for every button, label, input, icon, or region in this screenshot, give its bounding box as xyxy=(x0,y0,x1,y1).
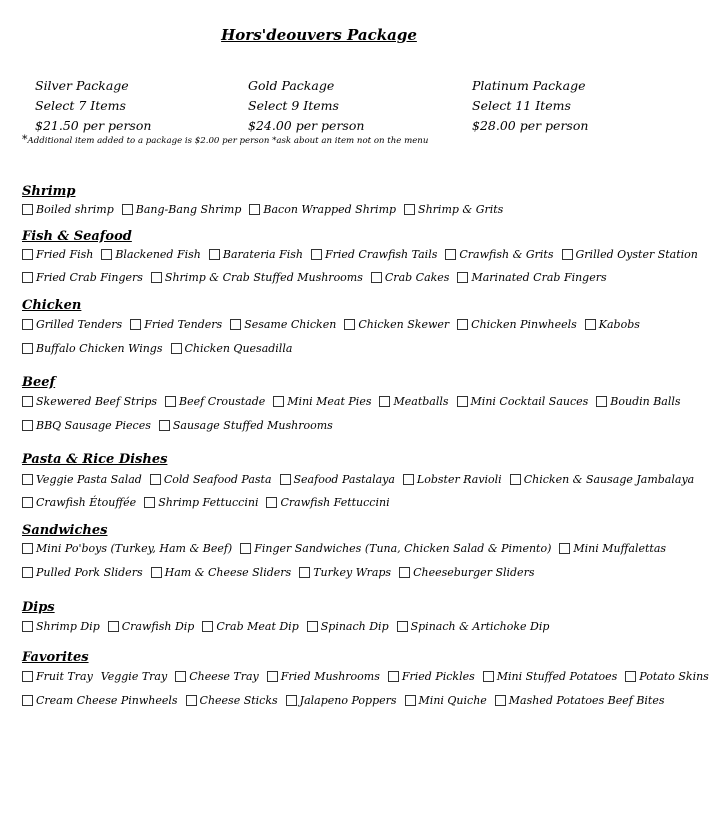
menu-row xyxy=(22,342,618,355)
checkbox-icon[interactable] xyxy=(175,671,186,682)
section-title: Fish & Seafood xyxy=(22,229,132,244)
menu-item[interactable] xyxy=(175,670,259,683)
checkbox-icon[interactable] xyxy=(585,319,596,330)
menu-item-label: Mini Muffalettas xyxy=(573,542,667,555)
menu-item[interactable] xyxy=(280,473,395,486)
package-price: $24.00 per person xyxy=(248,118,365,133)
checkbox-icon[interactable] xyxy=(249,204,260,215)
checkbox-icon[interactable] xyxy=(344,319,355,330)
menu-row xyxy=(22,248,698,261)
menu-row xyxy=(22,694,665,707)
section-title: Chicken xyxy=(22,298,82,313)
section-title: Sandwiches xyxy=(22,523,108,538)
menu-item[interactable] xyxy=(397,620,550,633)
menu-item-label: Barateria Fish xyxy=(222,248,303,261)
checkbox-icon[interactable] xyxy=(150,474,161,485)
menu-item-label: Bang-Bang Shrimp xyxy=(135,203,242,216)
checkbox-icon[interactable] xyxy=(209,249,220,260)
menu-item-label: Beef Croustade xyxy=(179,395,266,408)
checkbox-icon[interactable] xyxy=(22,272,33,283)
menu-row xyxy=(22,566,618,579)
menu-item[interactable] xyxy=(202,620,298,633)
checkbox-icon[interactable] xyxy=(625,671,636,682)
menu-item-label: Fried Pickles xyxy=(401,670,475,683)
checkbox-icon[interactable] xyxy=(202,621,213,632)
menu-item[interactable] xyxy=(101,248,201,261)
menu-item[interactable] xyxy=(559,542,666,555)
checkbox-icon[interactable] xyxy=(266,497,277,508)
checkbox-icon[interactable] xyxy=(562,249,573,260)
menu-item-label: Boudin Balls xyxy=(610,395,681,408)
menu-item[interactable] xyxy=(22,670,93,683)
package-name: Gold Package xyxy=(248,78,335,93)
checkbox-icon[interactable] xyxy=(22,497,33,508)
checkbox-icon[interactable] xyxy=(299,567,310,578)
menu-row xyxy=(22,271,618,284)
package-select: Select 7 Items xyxy=(35,98,126,113)
menu-item[interactable] xyxy=(22,620,100,633)
menu-item-label: Lobster Ravioli xyxy=(416,473,502,486)
menu-item-label: Cold Seafood Pasta xyxy=(163,473,272,486)
menu-item[interactable] xyxy=(151,271,363,284)
menu-item[interactable] xyxy=(266,496,389,509)
checkbox-icon[interactable] xyxy=(22,249,33,260)
checkbox-icon[interactable] xyxy=(122,204,133,215)
menu-item[interactable] xyxy=(22,542,232,555)
menu-item-label: Mini Cocktail Sauces xyxy=(470,395,589,408)
menu-item-label: Fried Fish xyxy=(36,248,94,261)
menu-item-label: Shrimp & Crab Stuffed Mushrooms xyxy=(164,271,363,284)
section-title: Favorites xyxy=(22,650,89,665)
menu-item[interactable] xyxy=(273,395,371,408)
checkbox-icon[interactable] xyxy=(165,396,176,407)
menu-item-label: Cheeseburger Sliders xyxy=(413,566,535,579)
menu-item-label: Marinated Crab Fingers xyxy=(471,271,607,284)
checkbox-icon[interactable] xyxy=(151,567,162,578)
menu-row xyxy=(22,473,695,486)
checkbox-icon[interactable] xyxy=(280,474,291,485)
checkbox-icon[interactable] xyxy=(22,671,33,682)
menu-item-label: Grilled Oyster Station xyxy=(575,248,698,261)
menu-row xyxy=(22,318,640,331)
checkbox-icon[interactable] xyxy=(22,319,33,330)
menu-item[interactable] xyxy=(22,496,136,509)
menu-item[interactable] xyxy=(596,395,680,408)
checkbox-icon[interactable] xyxy=(445,249,456,260)
checkbox-icon[interactable] xyxy=(22,567,33,578)
menu-item[interactable] xyxy=(22,203,114,216)
menu-item-label: Fruit Tray xyxy=(36,670,93,683)
checkbox-icon[interactable] xyxy=(22,343,33,354)
menu-item[interactable] xyxy=(510,473,695,486)
package-select: Select 9 Items xyxy=(248,98,339,113)
menu-item-label: Chicken Quesadilla xyxy=(184,342,293,355)
menu-item-label: Cheese Tray xyxy=(189,670,259,683)
pricing-note xyxy=(22,133,429,149)
checkbox-icon[interactable] xyxy=(230,319,241,330)
menu-item[interactable] xyxy=(405,694,487,707)
section-title: Pasta & Rice Dishes xyxy=(22,452,168,467)
menu-item[interactable] xyxy=(495,694,665,707)
menu-item-label: Chicken Skewer xyxy=(358,318,450,331)
checkbox-icon[interactable] xyxy=(371,272,382,283)
package-platinum xyxy=(472,76,588,136)
page-title: Hors'deouvers Package xyxy=(221,26,417,44)
menu-item-label: Cheese Sticks xyxy=(199,694,278,707)
menu-item[interactable] xyxy=(457,318,577,331)
checkbox-icon[interactable] xyxy=(388,671,399,682)
menu-item-label: Shrimp & Grits xyxy=(418,203,504,216)
menu-item[interactable] xyxy=(22,694,178,707)
menu-item-label: Seafood Pastalaya xyxy=(293,473,395,486)
menu-item-label: Chicken Pinwheels xyxy=(471,318,577,331)
checkbox-icon[interactable] xyxy=(483,671,494,682)
menu-item-label: Skewered Beef Strips xyxy=(36,395,158,408)
checkbox-icon[interactable] xyxy=(273,396,284,407)
menu-item-label: Spinach Dip xyxy=(320,620,389,633)
checkbox-icon[interactable] xyxy=(510,474,521,485)
note-text: Additional item added to a package is $2.00 per person *ask about an item not on the menu xyxy=(27,136,429,146)
menu-item-label: Bacon Wrapped Shrimp xyxy=(263,203,397,216)
menu-item-label: Meatballs xyxy=(393,395,449,408)
package-name: Platinum Package xyxy=(472,78,586,93)
checkbox-icon[interactable] xyxy=(457,319,468,330)
checkbox-icon[interactable] xyxy=(130,319,141,330)
checkbox-icon[interactable] xyxy=(108,621,119,632)
menu-item-label: Spinach & Artichoke Dip xyxy=(410,620,550,633)
menu-item[interactable] xyxy=(445,248,553,261)
menu-row xyxy=(22,395,681,408)
menu-item[interactable] xyxy=(240,542,551,555)
menu-item-label: Crawfish & Grits xyxy=(459,248,554,261)
menu-item[interactable] xyxy=(186,694,278,707)
menu-item[interactable] xyxy=(286,694,397,707)
menu-item[interactable] xyxy=(22,395,157,408)
package-silver xyxy=(35,76,151,136)
menu-item[interactable] xyxy=(22,248,93,261)
section-title: Shrimp xyxy=(22,184,76,199)
checkbox-icon[interactable] xyxy=(457,396,468,407)
checkbox-icon[interactable] xyxy=(286,695,297,706)
checkbox-icon[interactable] xyxy=(311,249,322,260)
menu-item-label: Crawfish Fettuccini xyxy=(280,496,390,509)
menu-item-label: Shrimp Dip xyxy=(36,620,100,633)
checkbox-icon[interactable] xyxy=(267,671,278,682)
menu-item-label: Fried Mushrooms xyxy=(280,670,380,683)
menu-item-label: Chicken & Sausage Jambalaya xyxy=(523,473,695,486)
menu-item-label: Mini Po'boys (Turkey, Ham & Beef) xyxy=(36,542,233,555)
menu-item[interactable] xyxy=(151,566,292,579)
section-title: Dips xyxy=(22,600,55,615)
package-select: Select 11 Items xyxy=(472,98,571,113)
note-asterisk: * xyxy=(22,133,28,146)
menu-item[interactable] xyxy=(457,271,606,284)
menu-item[interactable] xyxy=(209,248,303,261)
menu-item-label: Mini Quiche xyxy=(418,694,487,707)
menu-row xyxy=(22,670,709,683)
menu-item[interactable] xyxy=(22,342,163,355)
menu-item-label: Buffalo Chicken Wings xyxy=(36,342,163,355)
menu-row xyxy=(22,496,618,509)
menu-item[interactable] xyxy=(22,318,122,331)
menu-row xyxy=(22,203,618,216)
menu-item-label: Finger Sandwiches (Tuna, Chicken Salad & Pimento) xyxy=(254,542,552,555)
menu-item-label: Crab Cakes xyxy=(384,271,450,284)
checkbox-icon[interactable] xyxy=(404,204,415,215)
menu-item-label: Fried Crawfish Tails xyxy=(324,248,438,261)
checkbox-icon[interactable] xyxy=(22,543,33,554)
menu-item[interactable] xyxy=(101,670,167,683)
checkbox-icon[interactable] xyxy=(379,396,390,407)
checkbox-icon[interactable] xyxy=(159,420,170,431)
menu-item[interactable] xyxy=(249,203,396,216)
menu-item-label: Mini Stuffed Potatoes xyxy=(496,670,618,683)
menu-item[interactable] xyxy=(144,496,258,509)
menu-item[interactable] xyxy=(22,271,143,284)
menu-item-label: Shrimp Fettuccini xyxy=(158,496,259,509)
menu-item-label: Sesame Chicken xyxy=(244,318,337,331)
checkbox-icon[interactable] xyxy=(22,621,33,632)
checkbox-icon[interactable] xyxy=(144,497,155,508)
menu-item[interactable] xyxy=(171,342,293,355)
menu-item-label: Crawfish Étouffée xyxy=(36,496,137,509)
menu-item[interactable] xyxy=(344,318,449,331)
checkbox-icon[interactable] xyxy=(186,695,197,706)
menu-item[interactable] xyxy=(299,566,391,579)
menu-item-label: Veggie Tray xyxy=(100,670,168,683)
menu-item[interactable] xyxy=(483,670,618,683)
package-price: $28.00 per person xyxy=(472,118,589,133)
checkbox-icon[interactable] xyxy=(596,396,607,407)
checkbox-icon[interactable] xyxy=(22,420,33,431)
menu-item-label: Fried Crab Fingers xyxy=(36,271,143,284)
checkbox-icon[interactable] xyxy=(22,204,33,215)
menu-item[interactable] xyxy=(122,203,242,216)
checkbox-icon[interactable] xyxy=(22,396,33,407)
checkbox-icon[interactable] xyxy=(151,272,162,283)
checkbox-icon[interactable] xyxy=(457,272,468,283)
menu-item-label: Mini Meat Pies xyxy=(287,395,372,408)
menu-item[interactable] xyxy=(130,318,222,331)
package-gold xyxy=(248,76,364,136)
menu-item-label: Grilled Tenders xyxy=(36,318,123,331)
menu-item-label: Ham & Cheese Sliders xyxy=(164,566,292,579)
menu-item[interactable] xyxy=(230,318,336,331)
package-name: Silver Package xyxy=(35,78,129,93)
checkbox-icon[interactable] xyxy=(399,567,410,578)
menu-item[interactable] xyxy=(399,566,534,579)
menu-row xyxy=(22,542,667,555)
checkbox-icon[interactable] xyxy=(495,695,506,706)
menu-item[interactable] xyxy=(371,271,450,284)
menu-item-label: Pulled Pork Sliders xyxy=(36,566,143,579)
menu-item-label: Cream Cheese Pinwheels xyxy=(36,694,178,707)
checkbox-icon[interactable] xyxy=(397,621,408,632)
checkbox-icon[interactable] xyxy=(559,543,570,554)
menu-item-label: Mashed Potatoes Beef Bites xyxy=(508,694,665,707)
menu-item-label: Turkey Wraps xyxy=(313,566,392,579)
checkbox-icon[interactable] xyxy=(307,621,318,632)
menu-item-label: Crawfish Dip xyxy=(121,620,195,633)
menu-row xyxy=(22,419,618,432)
menu-item-label: Boiled shrimp xyxy=(36,203,114,216)
menu-item[interactable] xyxy=(307,620,389,633)
package-price: $21.50 per person xyxy=(35,118,152,133)
menu-item-label: Blackened Fish xyxy=(115,248,201,261)
menu-item-label: Crab Meat Dip xyxy=(216,620,299,633)
menu-item[interactable] xyxy=(585,318,640,331)
menu-item[interactable] xyxy=(22,419,151,432)
menu-row xyxy=(22,620,618,633)
menu-item[interactable] xyxy=(403,473,502,486)
menu-item-label: Sausage Stuffed Mushrooms xyxy=(172,419,333,432)
menu-item[interactable] xyxy=(311,248,437,261)
menu-item[interactable] xyxy=(165,395,265,408)
menu-item-label: BBQ Sausage Pieces xyxy=(36,419,151,432)
checkbox-icon[interactable] xyxy=(240,543,251,554)
menu-item-label: Jalapeno Poppers xyxy=(299,694,397,707)
menu-item-label: Kabobs xyxy=(598,318,640,331)
menu-item-label: Fried Tenders xyxy=(144,318,223,331)
menu-item[interactable] xyxy=(379,395,448,408)
menu-item[interactable] xyxy=(457,395,589,408)
menu-item[interactable] xyxy=(562,248,698,261)
menu-item[interactable] xyxy=(108,620,195,633)
menu-item-label: Veggie Pasta Salad xyxy=(36,473,142,486)
menu-item[interactable] xyxy=(22,566,143,579)
checkbox-icon[interactable] xyxy=(403,474,414,485)
checkbox-icon[interactable] xyxy=(22,695,33,706)
checkbox-icon[interactable] xyxy=(101,249,112,260)
menu-item[interactable] xyxy=(150,473,272,486)
checkbox-icon[interactable] xyxy=(171,343,182,354)
menu-item[interactable] xyxy=(267,670,380,683)
menu-item-label: Potato Skins xyxy=(639,670,709,683)
menu-item[interactable] xyxy=(388,670,475,683)
menu-item[interactable] xyxy=(404,203,503,216)
checkbox-icon[interactable] xyxy=(22,474,33,485)
checkbox-icon[interactable] xyxy=(405,695,416,706)
menu-item[interactable] xyxy=(625,670,709,683)
menu-item[interactable] xyxy=(22,473,142,486)
section-title: Beef xyxy=(22,375,56,390)
menu-item[interactable] xyxy=(159,419,333,432)
